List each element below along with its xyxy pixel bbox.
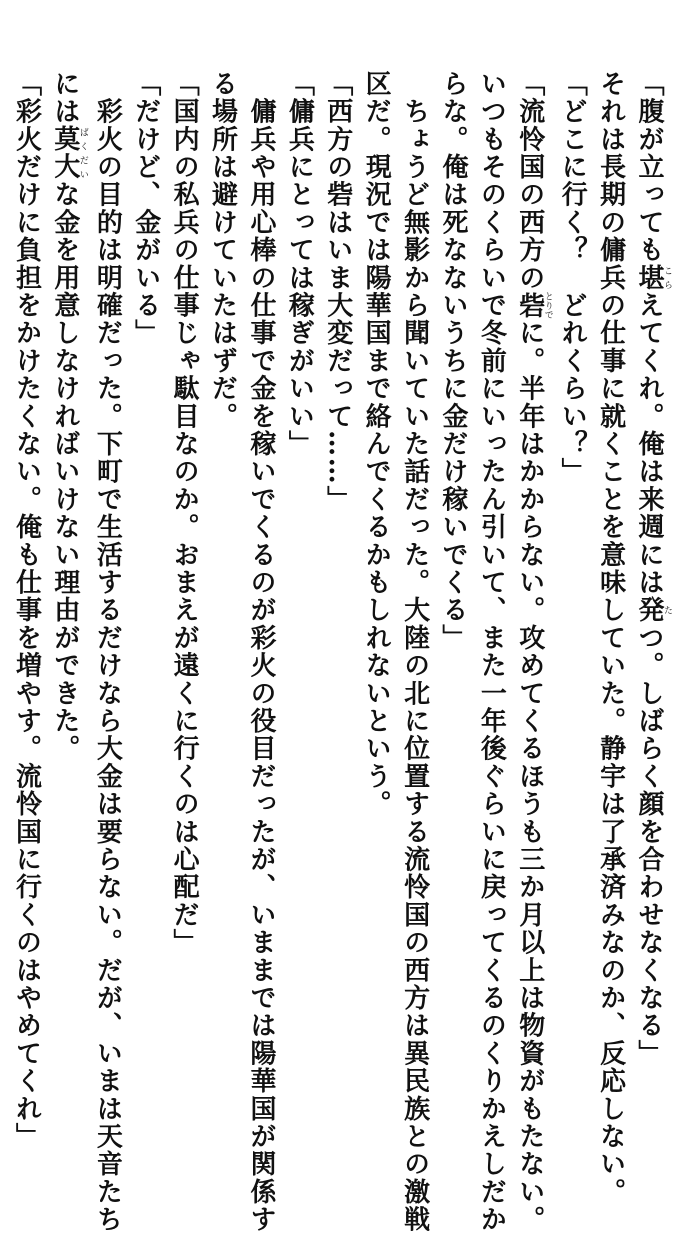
text-line-5: いつもそのくらいで冬前にいったん引いて、また一年後ぐらいに戻ってくるのくりかえしだか — [476, 70, 507, 1233]
text-line-16 — [46, 70, 88, 950]
ruby-annotation — [514, 291, 553, 320]
text-line-10: 「傭兵にとっては稼ぎがいい」 — [284, 70, 315, 458]
ruby-annotation — [634, 596, 672, 625]
text-segment: な金を用意しなければいけない理由ができた。 — [49, 180, 80, 763]
text-line-14: 「だけど、金がいる」 — [130, 70, 161, 347]
text-segment: に。半年はかからない。攻めてくるほうも三か月以上は物資がもたない。 — [514, 319, 545, 1233]
text-line-1 — [630, 70, 672, 1068]
ruby-reading: こら — [662, 263, 672, 292]
text-segment: には — [49, 70, 80, 126]
ruby-base: 砦 — [514, 291, 545, 320]
ruby-reading: ばくだい — [77, 125, 88, 181]
ruby-base: 莫大 — [49, 125, 80, 181]
text-line-17: 「彩火だけに負担をかけたくない。俺も仕事を増やす。流怜国に行くのはやめてくれ」 — [11, 70, 42, 1151]
text-line-9: 「西方の砦はいま大変だって……」 — [322, 70, 353, 514]
text-segment: えてくれ。俺は来週には — [634, 291, 664, 597]
text-segment: 「流怜国の西方の — [514, 70, 545, 292]
text-segment: つ。しばらく顔を合わせなくなる」 — [634, 624, 664, 1068]
text-line-6: らな。俺は死なないうちに金だけ稼いでくる」 — [437, 70, 468, 652]
ruby-reading: た — [662, 596, 672, 624]
text-line-8: 区だ。現況では陽華国まで絡んでくるかもしれないという。 — [361, 70, 392, 818]
ruby-base: 発 — [634, 596, 664, 625]
text-segment: 「腹が立っても — [634, 70, 664, 264]
text-line-3: 「どこに行く？ どれくらい？」 — [557, 70, 588, 486]
vertical-text-body — [7, 70, 672, 1233]
text-line-7: ちょうど無影から聞いていた話だった。大陸の北に位置する流怜国の西方は異民族との激戦 — [399, 70, 430, 1233]
ruby-annotation — [49, 125, 88, 181]
ruby-annotation — [634, 263, 672, 292]
text-line-15: 彩火の目的は明確だった。下町で生活するだけなら大金は要らない。だが、いまは天音たち — [92, 70, 123, 1233]
ruby-base: 堪 — [634, 263, 664, 292]
text-line-4 — [510, 70, 553, 1233]
ruby-reading: とりで — [542, 291, 553, 320]
text-line-12: る場所は避けていたはずだ。 — [207, 70, 238, 431]
text-line-13: 「国内の私兵の仕事じゃ駄目なのか。おまえが遠くに行くのは心配だ」 — [169, 70, 200, 957]
text-line-2: それは長期の傭兵の仕事に就くことを意味していた。静宇は了承済みなのか、反応しない。 — [595, 70, 626, 1206]
text-line-11: 傭兵や用心棒の仕事で金を稼いでくるのが彩火の役目だったが、いままでは陽華国が関係す — [245, 70, 276, 1233]
